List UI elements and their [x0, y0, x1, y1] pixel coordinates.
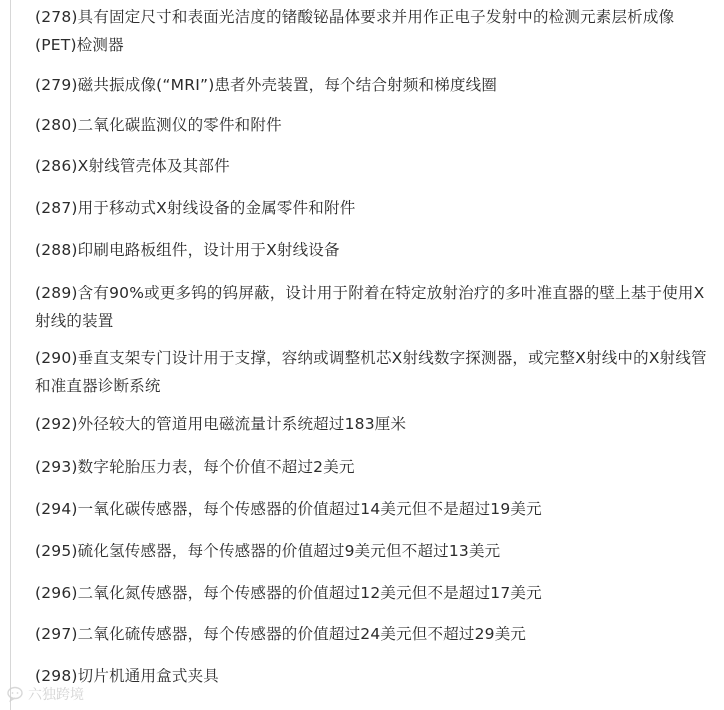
list-item: (298)切片机通用盒式夹具 — [35, 667, 219, 685]
list-item: (294)一氧化碳传感器，每个传感器的价值超过14美元但不是超过19美元 — [35, 500, 542, 518]
list-item: (289)含有90%或更多钨的钨屏蔽，设计用于附着在特定放射治疗的多叶准直器的壁上基于使用X射线的装置 — [35, 284, 705, 330]
list-item: (280)二氧化碳监测仪的零件和附件 — [35, 116, 282, 134]
list-item: (293)数字轮胎压力表，每个价值不超过2美元 — [35, 458, 355, 476]
list-item: (295)硫化氢传感器，每个传感器的价值超过9美元但不超过13美元 — [35, 542, 501, 560]
list-item: (296)二氧化氮传感器，每个传感器的价值超过12美元但不是超过17美元 — [35, 584, 542, 602]
watermark-text: 六独跨境 — [28, 687, 84, 703]
list-item: (287)用于移动式X射线设备的金属零件和附件 — [35, 199, 356, 217]
chat-bubble-icon — [6, 685, 24, 703]
list-item: (288)印刷电路板组件，设计用于X射线设备 — [35, 241, 340, 259]
list-item: (297)二氧化硫传感器，每个传感器的价值超过24美元但不超过29美元 — [35, 625, 527, 643]
list-item: (286)X射线管壳体及其部件 — [35, 157, 230, 175]
list-item: (290)垂直支架专门设计用于支撑，容纳或调整机芯X射线数字探测器，或完整X射线中的X射线管和准直器诊断系统 — [35, 349, 707, 395]
list-item: (278)具有固定尺寸和表面光洁度的锗酸铋晶体要求并用作正电子发射中的检测元素层析成像(PET)检测器 — [35, 8, 675, 54]
list-item: (279)磁共振成像(“MRI”)患者外壳装置，每个结合射频和梯度线圈 — [35, 76, 498, 94]
watermark — [6, 683, 84, 705]
document-body — [10, 0, 714, 710]
list-item: (292)外径较大的管道用电磁流量计系统超过183厘米 — [35, 415, 407, 433]
